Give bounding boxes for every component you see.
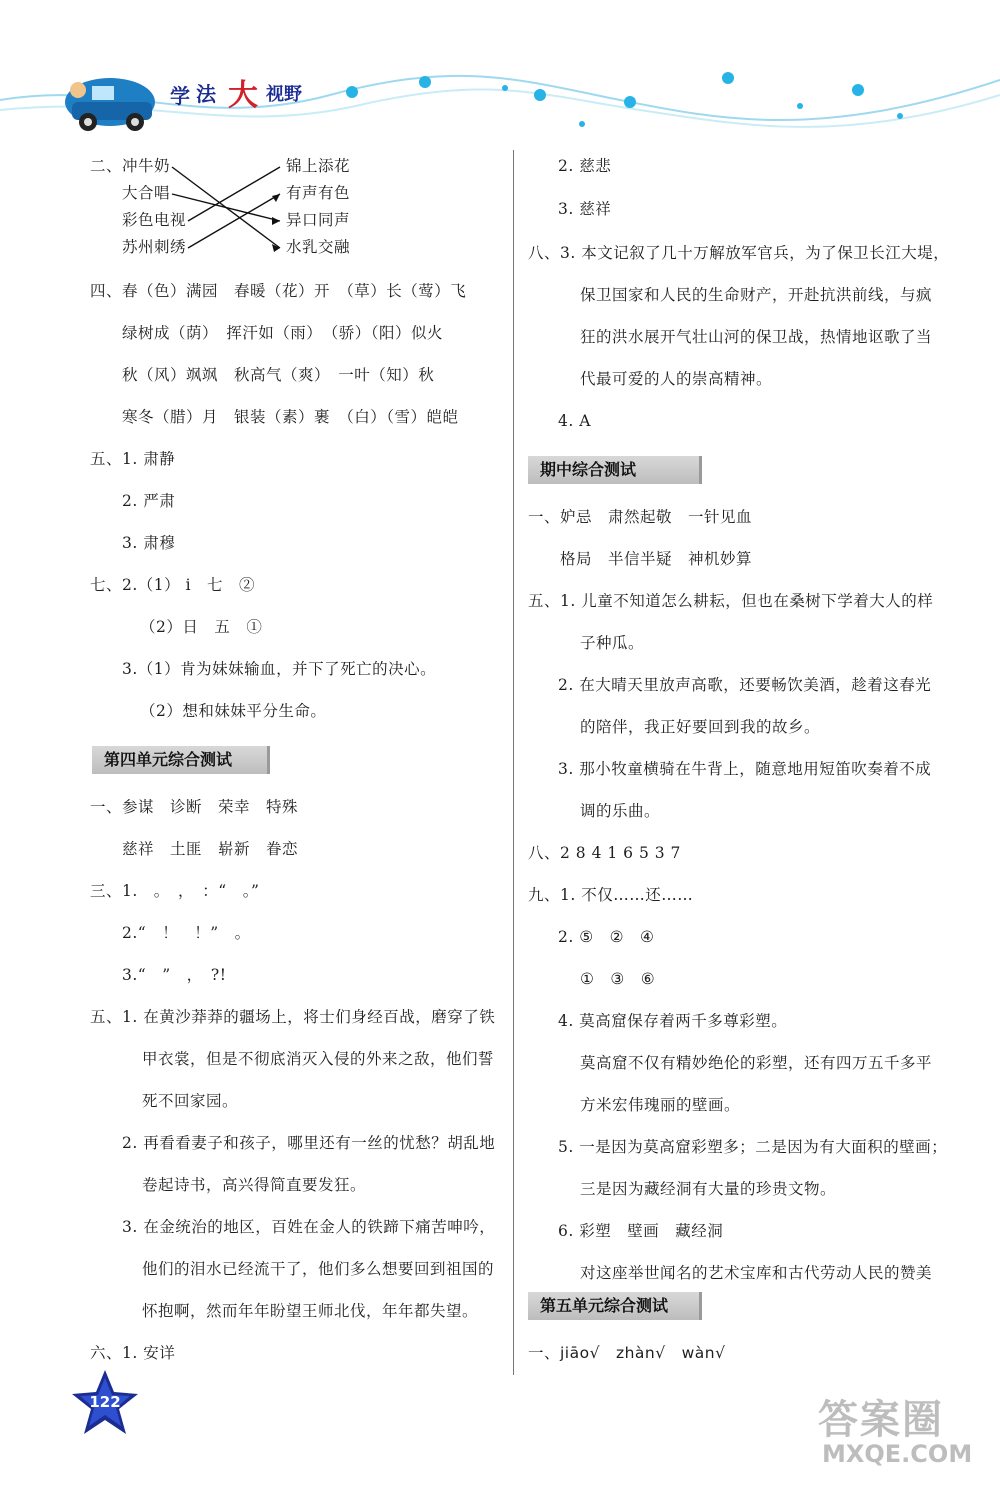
m-q9-line: 2. ⑤ ② ④ (558, 928, 655, 946)
q4-line: 寒冬（腊）月 银装（素）裹 （白）（雪）皑皑 (122, 408, 459, 426)
page-number: 122 (89, 1393, 121, 1411)
m-q5-line: 五、1. 儿童不知道怎么耕耘，但也在桑树下学着大人的样 (528, 592, 934, 610)
s4-q5-line: 2. 再看看妻子和孩子，哪里还有一丝的忧愁？胡乱地 (122, 1134, 496, 1152)
m-q5-line: 的陪伴，我正好要回到我的故乡。 (580, 718, 821, 736)
m-q9-line: 三是因为藏经洞有大量的珍贵文物。 (580, 1180, 837, 1198)
m-q5-line: 子种瓜。 (580, 634, 645, 652)
m-q1-line: 格局 半信半疑 神机妙算 (560, 550, 753, 568)
m-q9-line: 5. 一是因为莫高窟彩塑多；二是因为有大面积的壁画； (558, 1138, 948, 1156)
s4-q5-line: 甲衣裳，但是不彻底消灭入侵的外来之敌，他们誓 (142, 1050, 495, 1068)
watermark-url: MXQE.COM (822, 1440, 973, 1468)
r-top-line: 2. 慈悲 (558, 157, 612, 175)
r-q8-line: 4. A (558, 412, 591, 430)
m-q9-line: 对这座举世闻名的艺术宝库和古代劳动人民的赞美 (580, 1264, 933, 1282)
q2-prefix: 二、 (90, 157, 123, 175)
m-q8-line: 八、2 8 4 1 6 5 3 7 (528, 844, 681, 862)
q2-left-item: 苏州刺绣 (122, 238, 187, 256)
logo-char-3: 大 (228, 78, 258, 113)
q5-line: 3. 肃穆 (122, 534, 176, 552)
q2-left-item: 冲牛奶 (122, 157, 171, 175)
s4-q6-line: 六、1. 安详 (90, 1344, 176, 1362)
s4-q3-line: 3.“ ” ， ?! (122, 966, 227, 984)
s4-q5-line: 他们的泪水已经流干了，他们多么想要回到祖国的 (142, 1260, 495, 1278)
s4-q1-line: 慈祥 土匪 崭新 眷恋 (122, 840, 299, 858)
s5-q1-line: 一、jiāo√ zhàn√ wàn√ (528, 1344, 726, 1362)
s4-q1-line: 一、参谋 诊断 荣幸 特殊 (90, 798, 299, 816)
r-q8-line: 八、3. 本文记叙了几十万解放军官兵，为了保卫长江大堤， (528, 244, 950, 262)
q2-right-item: 异口同声 (286, 211, 351, 229)
logo-char-4: 视野 (266, 84, 302, 105)
m-q5-line: 2. 在大晴天里放声高歌，还要畅饮美酒，趁着这春光 (558, 676, 932, 694)
section-title-unit5: 第五单元综合测试 (528, 1292, 702, 1320)
s4-q5-line: 五、1. 在黄沙莽莽的疆场上，将士们身经百战，磨穿了铁 (90, 1008, 496, 1026)
q7-line: 3.（1）肯为妹妹输血，并下了死亡的决心。 (122, 660, 437, 678)
watermark-logo: 答案圈 (818, 1397, 944, 1443)
q7-line: 七、2.（1） i 七 ② (90, 576, 256, 594)
m-q9-line: 莫高窟不仅有精妙绝伦的彩塑，还有四万五千多平 (580, 1054, 933, 1072)
section-title-midterm: 期中综合测试 (528, 456, 702, 484)
r-top-line: 3. 慈祥 (558, 200, 612, 218)
q7-line: （2）日 五 ① (140, 618, 263, 636)
q7-line: （2）想和妹妹平分生命。 (140, 702, 327, 720)
m-q1-line: 一、妒忌 肃然起敬 一针见血 (528, 508, 753, 526)
logo-char-2: 法 (196, 82, 216, 106)
s4-q5-line: 死不回家园。 (142, 1092, 239, 1110)
q5-line: 五、1. 肃静 (90, 450, 176, 468)
m-q9-line: 九、1. 不仅……还…… (528, 886, 694, 904)
r-q8-line: 狂的洪水展开气壮山河的保卫战，热情地讴歌了当 (580, 328, 933, 346)
s4-q3-line: 2.“ ！ ！” 。 (122, 924, 251, 942)
q4-line: 绿树成（荫） 挥汗如（雨） （骄）（阳）似火 (122, 324, 444, 342)
r-q8-line: 代最可爱的人的崇高精神。 (580, 370, 773, 388)
s4-q3-line: 三、1. 。 ， ：“ 。” (90, 882, 260, 900)
m-q9-line: ① ③ ⑥ (580, 970, 656, 988)
m-q9-line: 方米宏伟瑰丽的壁画。 (580, 1096, 741, 1114)
q2-left-item: 大合唱 (122, 184, 171, 202)
q2-matching-lines (0, 0, 400, 270)
q4-line: 秋（风）飒飒 秋高气（爽） 一叶（知）秋 (122, 366, 435, 384)
s4-q5-line: 卷起诗书，高兴得简直要发狂。 (142, 1176, 367, 1194)
column-divider (513, 150, 514, 1375)
q4-line: 四、春（色）满园 春暖（花）开 （草）长（莺）飞 (90, 282, 467, 300)
m-q5-line: 3. 那小牧童横骑在牛背上，随意地用短笛吹奏着不成 (558, 760, 932, 778)
m-q9-line: 4. 莫高窟保存着两千多尊彩塑。 (558, 1012, 788, 1030)
m-q5-line: 调的乐曲。 (580, 802, 661, 820)
s4-q5-line: 3. 在金统治的地区，百姓在金人的铁蹄下痛苦呻吟， (122, 1218, 496, 1236)
q2-left-item: 彩色电视 (122, 211, 187, 229)
q2-right-item: 锦上添花 (286, 157, 351, 175)
s4-q5-line: 怀抱啊，然而年年盼望王师北伐，年年都失望。 (142, 1302, 479, 1320)
q2-right-item: 水乳交融 (286, 238, 351, 256)
section-title-unit4: 第四单元综合测试 (92, 746, 270, 774)
q2-right-item: 有声有色 (286, 184, 351, 202)
logo-char-1: 学 (170, 84, 190, 108)
r-q8-line: 保卫国家和人民的生命财产，开赴抗洪前线，与疯 (580, 286, 933, 304)
m-q9-line: 6. 彩塑 壁画 藏经洞 (558, 1222, 724, 1240)
q5-line: 2. 严肃 (122, 492, 176, 510)
